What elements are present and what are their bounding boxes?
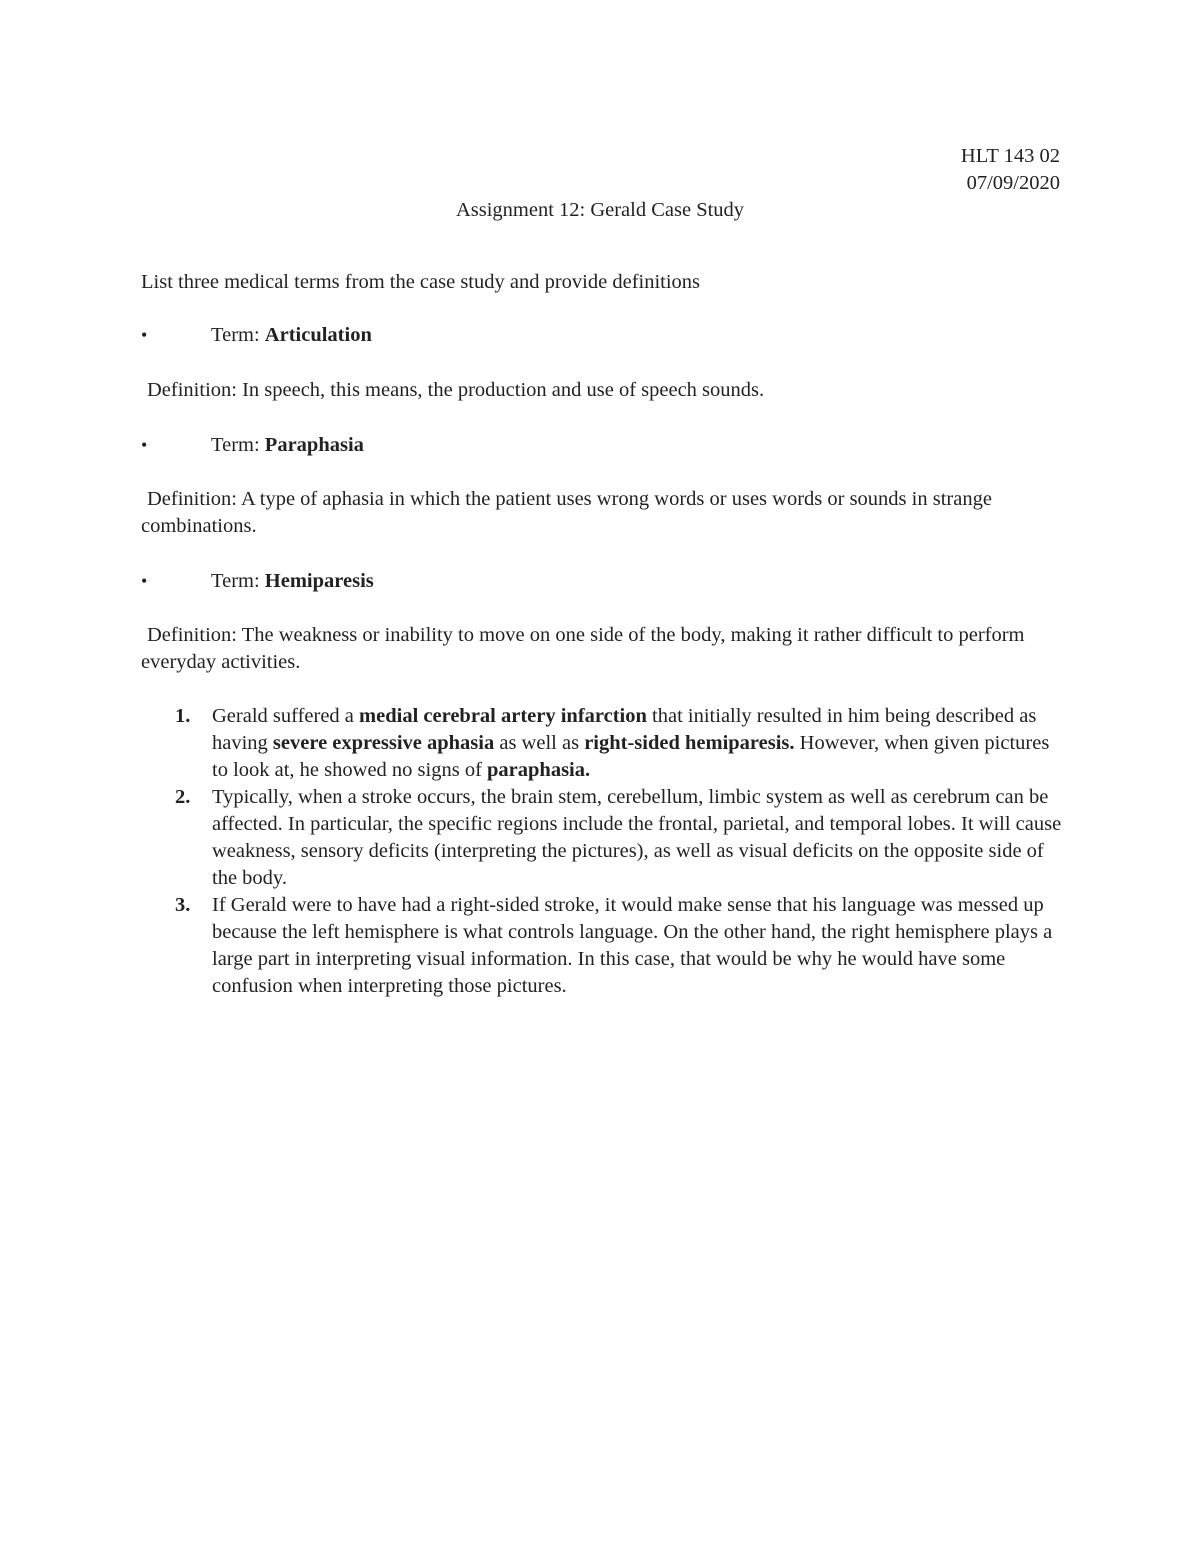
answer-text: If Gerald were to have had a right-sided stroke, it would make sense that his language was messed up because the left hemisphere is what controls language. On the other hand, the right hemisphere plays a large part in interpreting visual information. In this case, that would be why he would have some confusion when interpreting those pictures. — [212, 894, 1053, 997]
bold-term: severe expressive aphasia — [272, 732, 495, 754]
answer-number: 1. — [175, 705, 191, 727]
definition-text: Definition: A type of aphasia in which the patient uses wrong words or uses words or sounds in strange combinations. — [141, 488, 992, 537]
definition-text: Definition: The weakness or inability to move on one side of the body, making it rather difficult to perform everyday activities. — [141, 624, 1025, 673]
course-code: HLT 143 02 — [960, 145, 1060, 167]
bold-term: medial cerebral artery infarction — [359, 705, 647, 727]
header-block — [961, 143, 1060, 197]
term-definition — [141, 486, 1061, 540]
bullet-icon: • — [141, 435, 148, 455]
answer-text: as well as — [494, 732, 585, 754]
bold-term: paraphasia. — [487, 759, 591, 781]
term-item — [141, 432, 364, 459]
answer-item — [141, 703, 1066, 784]
term-name: Paraphasia — [264, 434, 364, 456]
answer-text: that initially resulted in him being described as having — [212, 705, 1037, 754]
term-item — [141, 568, 374, 595]
answer-text: Typically, when a stroke occurs, the brain stem, cerebellum, limbic system as well as cerebrum can be affected. In particular, the specific regions include the frontal, parietal, and temporal lobes. It will cause weakness, sensory deficits (interpreting the pictures), as well as visual deficits on the opposite side of the body. — [212, 786, 1062, 889]
answer-number: 2. — [175, 786, 191, 808]
document-title: Assignment 12: Gerald Case Study — [455, 199, 745, 221]
bullet-icon: • — [141, 325, 148, 345]
answer-text: However, when given pictures to look at, he showed no signs of — [212, 732, 1050, 781]
term-definition — [141, 377, 1061, 404]
answer-text: Gerald suffered a — [212, 705, 360, 727]
bold-term: right-sided hemiparesis. — [584, 732, 795, 754]
term-prefix: Term: — [211, 324, 265, 346]
answer-item — [141, 784, 1066, 892]
term-prefix: Term: — [211, 570, 265, 592]
assignment-date: 07/09/2020 — [966, 172, 1060, 194]
answer-number: 3. — [175, 894, 191, 916]
bullet-icon: • — [141, 571, 148, 591]
assignment-prompt: List three medical terms from the case study and provide definitions — [141, 271, 701, 293]
term-name: Hemiparesis — [264, 570, 374, 592]
definition-text: Definition: In speech, this means, the production and use of speech sounds. — [147, 379, 765, 401]
term-item — [141, 322, 372, 349]
term-definition — [141, 622, 1061, 676]
answers-list — [141, 703, 1066, 1000]
term-name: Articulation — [264, 324, 372, 346]
answer-item — [141, 892, 1066, 1000]
term-prefix: Term: — [211, 434, 265, 456]
